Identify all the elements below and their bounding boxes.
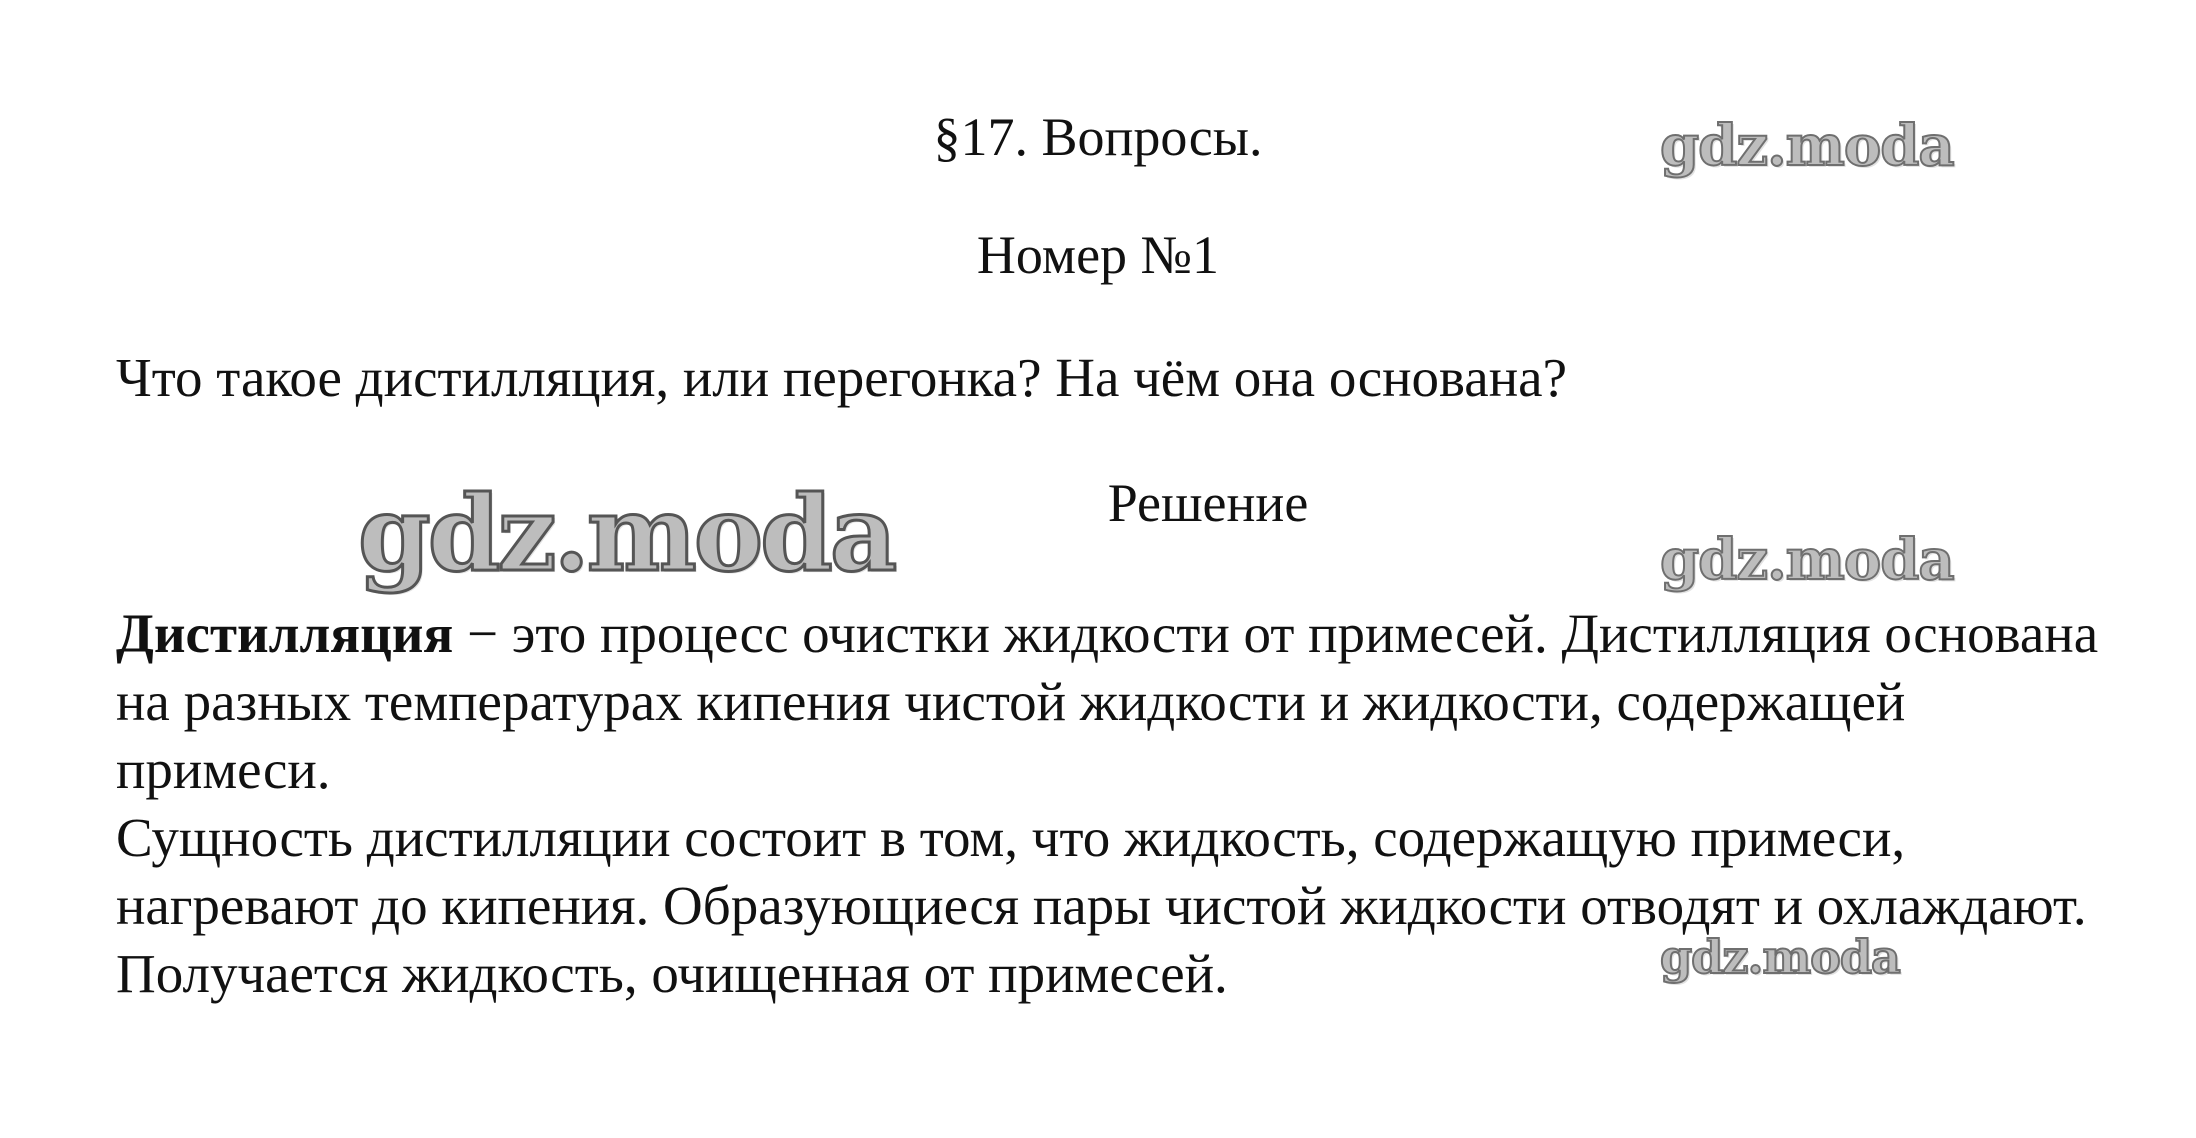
watermark-logo: gdz.moda	[1660, 527, 1954, 593]
solution-label-text: Решение	[1107, 473, 1309, 533]
watermark-logo: gdz.moda	[1660, 113, 1954, 179]
answer-paragraph-1	[116, 600, 2116, 804]
section-title: §17. Вопросы.	[933, 107, 1263, 167]
problem-number: Номер №1	[976, 225, 1220, 285]
answer-definition: − это процесс очистки жидкости от примесей. Дистилляция основана на разных температурах кипения чистой жидкости и жидкости, содержащей примеси.	[116, 603, 2099, 800]
answer-term: Дистилляция	[116, 603, 454, 664]
watermark-logo: gdz.moda	[1660, 930, 1900, 984]
question-text: Что такое дистилляция, или перегонка? На чём она основана?	[116, 347, 1567, 408]
answer-paragraph-2: Сущность дистилляции состоит в том, что жидкость, содержащую примеси, нагревают до кипения. Образующиеся пары чистой жидкости отводят и охлаждают. Получается жидкость, очищенная от примесей.	[116, 807, 2087, 1004]
watermark-logo-large: gdz.moda	[358, 472, 895, 595]
solution-label	[0, 473, 2196, 533]
